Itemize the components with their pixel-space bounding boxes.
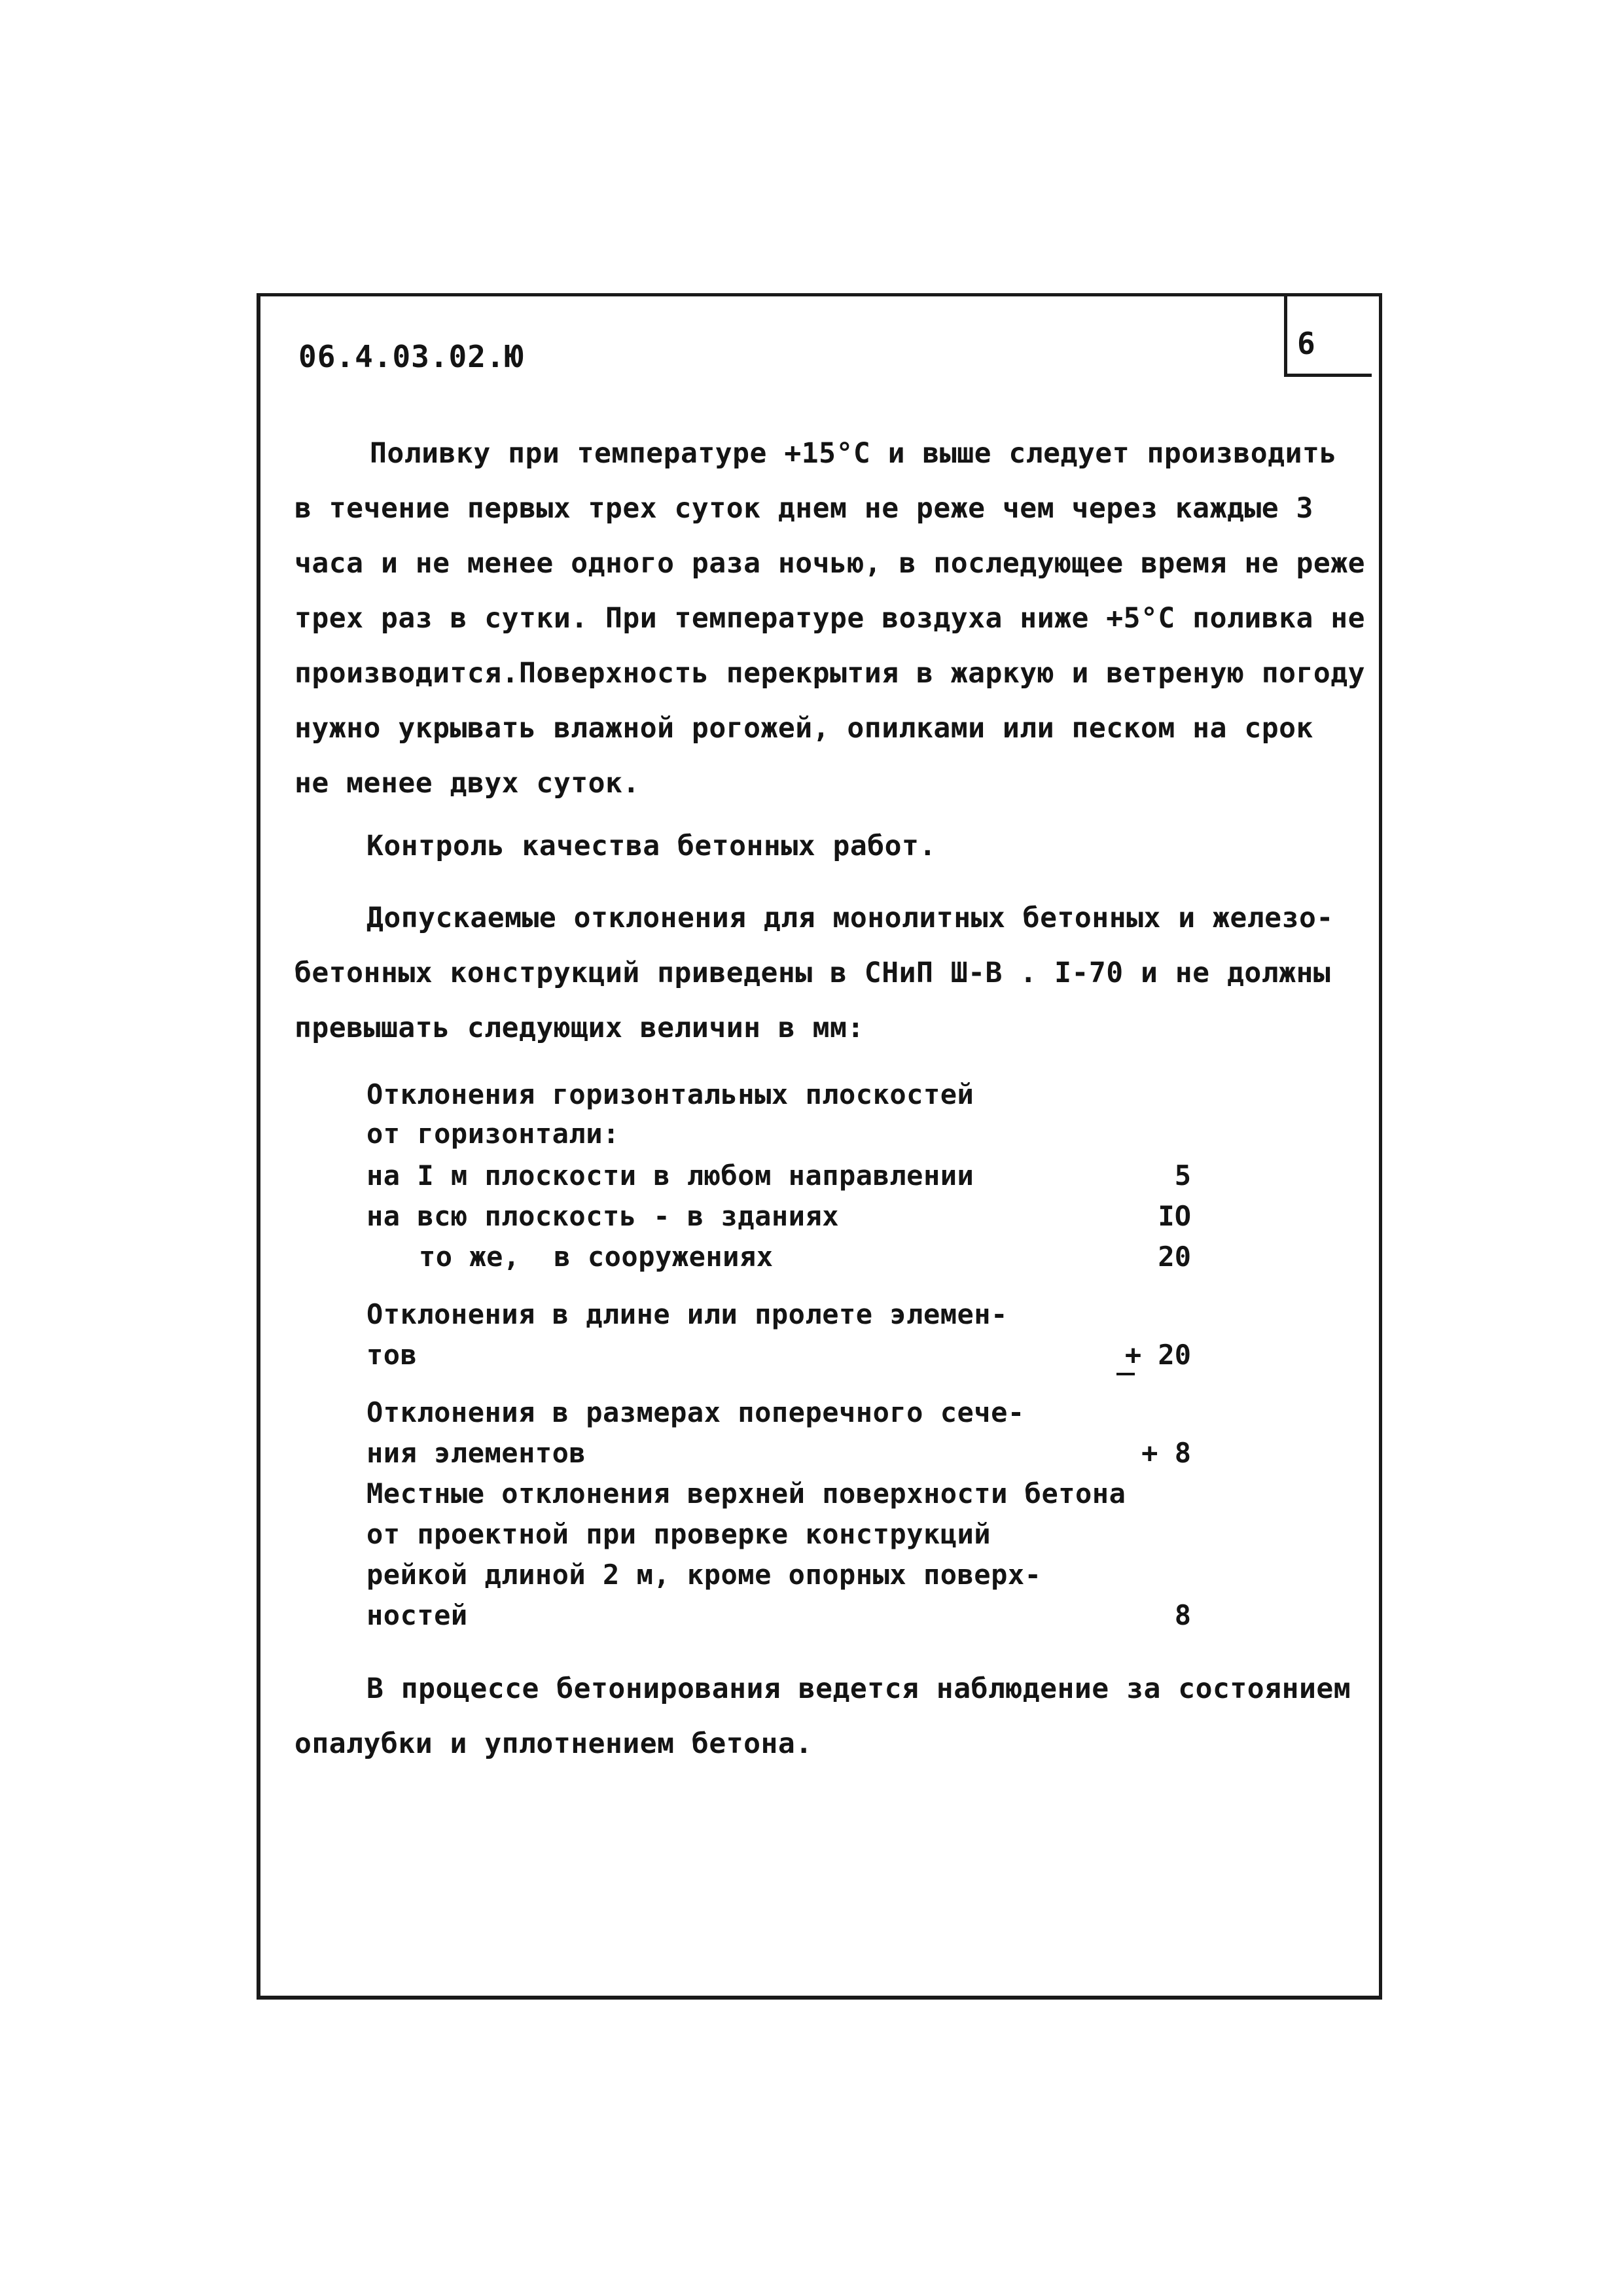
tolerance-item-value: IO	[1158, 1200, 1191, 1232]
tolerance-local-label: от проектной при проверке конструкций	[366, 1518, 991, 1550]
paragraph-1-line: в течение первых трех суток днем не реже чем через каждые 3	[294, 492, 1313, 525]
tolerance-local-value: 8	[1174, 1599, 1191, 1631]
tolerance-local-label: рейкой длиной 2 м, кроме опорных поверх-	[366, 1559, 1042, 1591]
tolerance-heading-line: Отклонения горизонтальных плоскостей	[366, 1078, 974, 1110]
paragraph-2-line: Допускаемые отклонения для монолитных бетонных и железо-	[366, 902, 1334, 934]
paragraph-1-line: часа и не менее одного раза ночью, в последующее время не реже	[294, 547, 1366, 580]
tolerance-section-label: ния элементов	[366, 1437, 586, 1469]
tolerance-length-label: тов	[366, 1339, 418, 1371]
page-number: 6	[1297, 326, 1315, 361]
tolerance-heading-line: от горизонтали:	[366, 1118, 620, 1150]
tolerance-item-label: на всю плоскость - в зданиях	[366, 1200, 840, 1232]
paragraph-1-line: производится.Поверхность перекрытия в жаркую и ветреную погоду	[294, 657, 1366, 690]
tolerance-length-label: Отклонения в длине или пролете элемен-	[366, 1298, 1008, 1330]
tolerance-item-value: 5	[1174, 1159, 1191, 1192]
document-code: 06.4.03.02.Ю	[298, 339, 524, 374]
section-heading: Контроль качества бетонных работ.	[366, 830, 936, 862]
tolerance-section-value: + 8	[1141, 1437, 1191, 1469]
tolerance-item-label: то же, в сооружениях	[419, 1241, 774, 1273]
tolerance-local-label: Местные отклонения верхней поверхности бетона	[366, 1477, 1126, 1510]
tolerance-section-label: Отклонения в размерах поперечного сече-	[366, 1396, 1025, 1428]
tolerance-item-label: на I м плоскости в любом направлении	[366, 1159, 974, 1192]
paragraph-2-line: бетонных конструкций приведены в СНиП Ш-В . I-70 и не должны	[294, 957, 1331, 989]
tolerance-item-value: 20	[1158, 1241, 1191, 1273]
paragraph-1-line: нужно укрывать влажной рогожей, опилками или песком на срок	[294, 712, 1313, 745]
plus-minus-underline	[1116, 1373, 1135, 1375]
paragraph-1-line: трех раз в сутки. При температуре воздуха ниже +5°С поливка не	[294, 602, 1366, 635]
paragraph-3-line: В процессе бетонирования ведется наблюдение за состоянием	[366, 1672, 1351, 1705]
paragraph-1-line: не менее двух суток.	[294, 767, 640, 800]
paragraph-3-line: опалубки и уплотнением бетона.	[294, 1727, 813, 1760]
paragraph-2-line: превышать следующих величин в мм:	[294, 1012, 865, 1044]
tolerance-local-label: ностей	[366, 1599, 468, 1631]
paragraph-1-line: Поливку при температуре +15°С и выше следует производить	[370, 437, 1337, 470]
tolerance-length-value: + 20	[1124, 1339, 1191, 1371]
